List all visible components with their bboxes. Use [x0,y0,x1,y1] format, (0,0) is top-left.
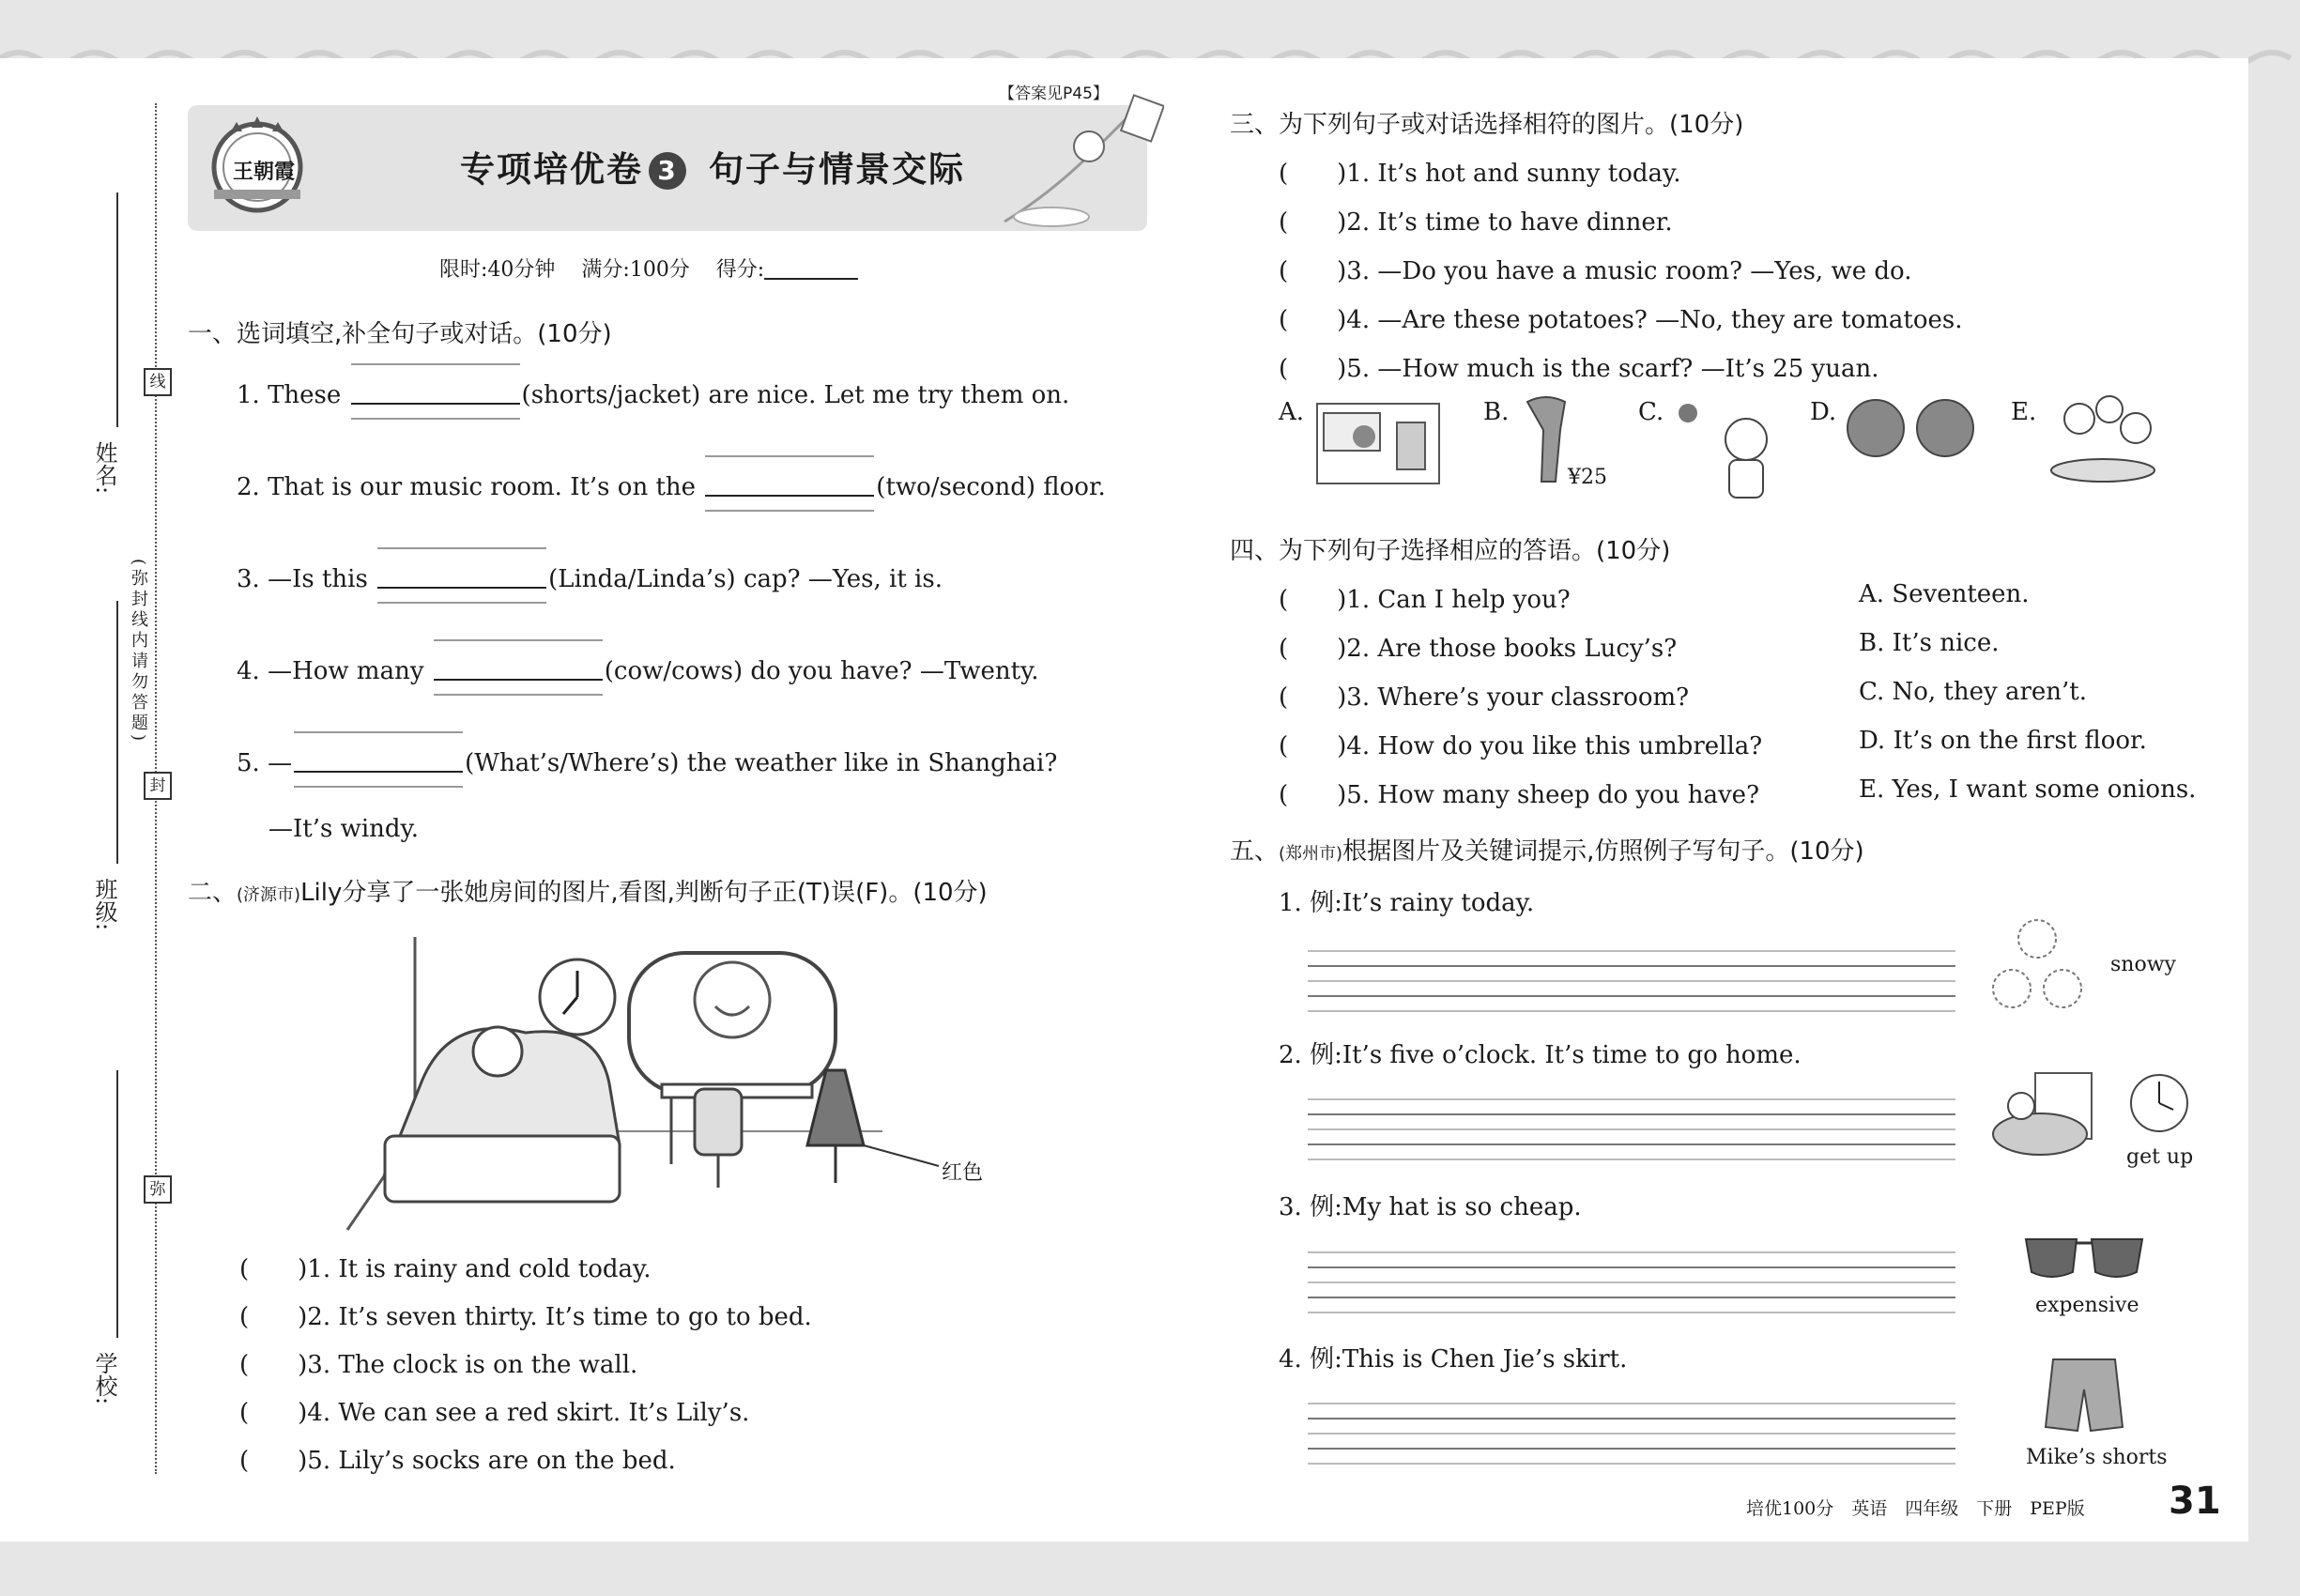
binding-box-mi: 弥 [144,1175,172,1204]
shorts-icon [2042,1352,2126,1436]
binding-box-line: 线 [144,368,172,396]
s4-question-1: ( )1. Can I help you? [1279,586,1571,614]
s3-option-b-label: B. [1483,398,1510,426]
s1-num-5: 5. [237,749,260,777]
s2-item-2: ( )2. It’s seven thirty. It’s time to go to bed. [239,1303,812,1331]
clock-icon [540,959,615,1035]
score-field[interactable] [764,259,858,280]
logo-text: 王朝霞 [233,160,296,184]
footer-text: 培优100分 英语 四年级 下册 PEP版 [1746,1498,2085,1519]
s5-writing-lines-1[interactable] [1308,950,1955,1025]
page-title [460,141,965,192]
s5-location: (郑州市) [1279,844,1343,864]
scarf-price: ¥25 [1568,466,1607,489]
exam-info [439,253,858,283]
answer-note: 【答案见P45】 [993,79,1114,104]
s4-question-4: ( )4. How do you like this umbrella? [1279,732,1763,760]
s1-blank-2[interactable] [705,474,874,499]
s3-item-4: ( )4. —Are these potatoes? —No, they are tomatoes. [1279,306,1963,334]
tomatoes-icon [1840,392,1981,458]
class-field[interactable] [116,601,118,864]
s1-item-2 [237,473,1106,501]
s1-before-4: —How many [268,657,424,685]
s1-item-3 [237,565,943,593]
s5-keyword-2: get up [2126,1145,2194,1169]
s5-writing-lines-3[interactable] [1308,1251,1955,1327]
music-room-icon [1312,394,1444,488]
snowflake-icon [1986,915,2089,1019]
s1-blank-1[interactable] [351,382,520,407]
full-score: 满分:100分 [581,258,690,282]
s4-question-3: ( )3. Where’s your classroom? [1279,683,1690,712]
s5-keyword-4: Mike’s shorts [2026,1446,2168,1469]
hot-sunny-icon [1669,392,1791,500]
s2-item-1: ( )1. It is rainy and cold today. [239,1255,652,1283]
s1-num-2: 2. [237,473,260,501]
s4-question-2: ( )2. Are those books Lucy’s? [1279,635,1678,663]
s3-option-e-label: E. [2011,398,2037,426]
s1-after-3: (Linda/Linda’s) cap? —Yes, it is. [548,565,943,593]
s2-title-post: Lily分享了一张她房间的图片,看图,判断句子正(T)误(F)。(10分) [300,879,988,907]
s4-answer-a: A. Seventeen. [1859,580,2030,608]
score-label: 得分: [715,258,765,282]
class-label: 班级: [91,878,117,931]
s5-title-pre: 五、 [1230,837,1280,866]
title-text: 专项培优卷 [460,149,643,190]
s1-before-3: —Is this [268,565,368,593]
s1-item-5 [237,749,1057,777]
window-sun-icon [629,953,836,1094]
s2-location: (济源市) [237,885,301,905]
s2-item-4: ( )4. We can see a red skirt. It’s Lily’s. [239,1399,750,1427]
title-topic: 句子与情景交际 [709,149,965,190]
section3-title: 三、为下列句子或对话选择相符的图片。(10分) [1230,111,1744,139]
s2-title-pre: 二、 [188,879,238,907]
s1-after-4: (cow/cows) do you have? —Twenty. [604,657,1039,685]
s4-answer-c: C. No, they aren’t. [1859,678,2088,706]
name-label: 姓名: [91,441,117,495]
s1-blank-5[interactable] [294,750,463,775]
s1-blank-4[interactable] [434,658,603,683]
s4-answer-b: B. It’s nice. [1859,629,2000,657]
s5-writing-lines-4[interactable] [1308,1403,1955,1478]
s1-before-1: These [268,381,342,409]
s1-before-5: — [268,749,293,777]
s4-question-5: ( )5. How many sheep do you have? [1279,781,1760,809]
s1-item-5-reply: —It’s windy. [268,815,420,843]
s3-item-2: ( )2. It’s time to have dinner. [1279,208,1673,237]
s1-after-5: (What’s/Where’s) the weather like in Shanghai? [465,749,1058,777]
s5-example-3: 3. 例:My hat is so cheap. [1279,1193,1582,1221]
desk-chair-icon [662,1084,812,1188]
s5-keyword-3: expensive [2035,1294,2139,1317]
bed-icon [385,1027,620,1202]
s1-num-1: 1. [237,381,260,409]
header-illustration-icon [995,90,1164,231]
name-field[interactable] [116,192,118,427]
s3-option-c-label: C. [1638,398,1664,426]
s5-example-2: 2. 例:It’s five o’clock. It’s time to go home. [1279,1041,1802,1069]
s1-before-2: That is our music room. It’s on the [268,473,697,501]
s4-answer-d: D. It’s on the first floor. [1859,727,2147,755]
page-number: 31 [2169,1480,2221,1523]
logo [205,111,310,216]
red-dress-label: 红色 [942,1161,984,1185]
s3-item-3: ( )3. —Do you have a music room? —Yes, we do. [1279,257,1912,285]
sunglasses-icon [2018,1230,2150,1286]
school-field[interactable] [116,1070,118,1338]
s1-num-4: 4. [237,657,260,685]
s3-item-1: ( )1. It’s hot and sunny today. [1279,160,1681,188]
s1-blank-3[interactable] [377,566,546,591]
clock-icon-2 [2126,1070,2192,1136]
s1-num-3: 3. [237,565,260,593]
bedroom-picture [338,929,1014,1239]
s5-title-post: 根据图片及关键词提示,仿照例子写句子。(10分) [1342,837,1864,866]
red-dress-icon [807,1070,939,1183]
s1-after-1: (shorts/jacket) are nice. Let me try them on. [521,381,1070,409]
section4-title: 四、为下列句子选择相应的答语。(10分) [1230,537,1671,565]
s4-answer-e: E. Yes, I want some onions. [1859,775,2197,804]
time-limit: 限时:40分钟 [439,258,556,282]
s2-item-5: ( )5. Lily’s socks are on the bed. [239,1447,676,1475]
title-number: 3 [649,152,686,190]
s1-after-2: (two/second) floor. [876,473,1106,501]
s5-keyword-1: snowy [2110,953,2176,976]
getting-up-icon [1988,1068,2099,1162]
s1-item-1 [237,381,1069,409]
section1-title: 一、选词填空,补全句子或对话。(10分) [188,320,612,348]
s3-option-d-label: D. [1810,398,1837,426]
section2-title [188,873,988,908]
binding-box-seal: 封 [144,772,172,800]
s3-option-a-label: A. [1279,398,1305,426]
s5-writing-lines-2[interactable] [1308,1098,1955,1174]
s5-example-4: 4. 例:This is Chen Jie’s skirt. [1279,1345,1628,1373]
s5-example-1: 1. 例:It’s rainy today. [1279,889,1535,917]
school-label: 学校: [91,1352,117,1405]
s1-item-4 [237,657,1039,685]
s3-item-5: ( )5. —How much is the scarf? —It’s 25 yuan. [1279,355,1879,383]
s2-item-3: ( )3. The clock is on the wall. [239,1351,638,1379]
binding-notice: (弥封线内请勿答题) [129,559,148,745]
dinner-time-icon [2042,391,2164,484]
section5-title [1230,832,1864,867]
